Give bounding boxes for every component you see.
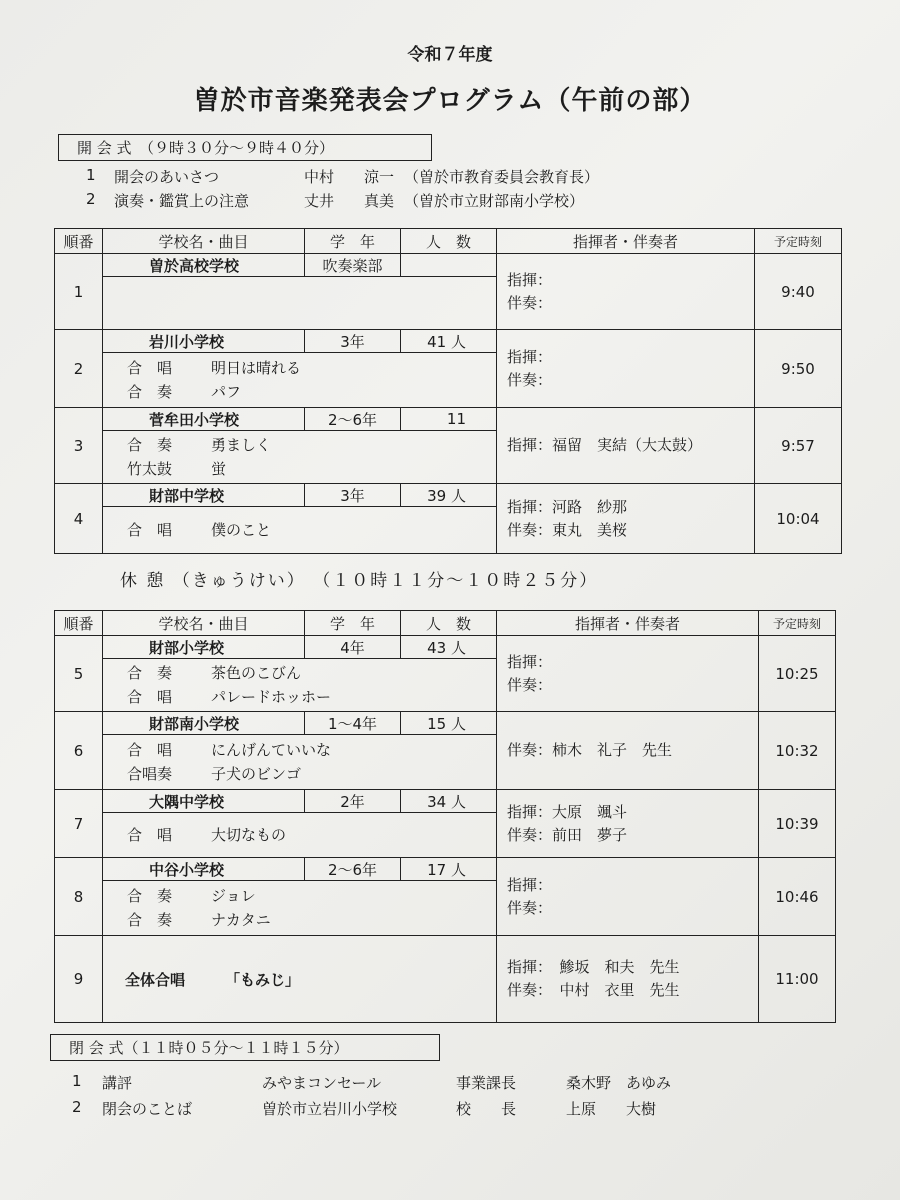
pieces-cell bbox=[103, 735, 497, 790]
conductor-line: 指揮：福留 実結（大太鼓） bbox=[507, 436, 703, 454]
scheduled-time: 10:39 bbox=[759, 790, 836, 858]
col-header-grade: 学 年 bbox=[305, 229, 401, 254]
accompanist-line: 伴奏：前田 夢子 bbox=[507, 825, 628, 844]
program-table-1 bbox=[54, 228, 842, 554]
pieces-cell bbox=[103, 431, 497, 484]
conductor-accompanist bbox=[497, 408, 755, 484]
table-header-row bbox=[55, 611, 836, 636]
piece-title: ナカタニ bbox=[211, 911, 271, 929]
closing-item-1-what: 講評 bbox=[102, 1074, 133, 1092]
order-number: 5 bbox=[55, 636, 103, 712]
pieces-cell bbox=[103, 353, 497, 408]
member-count bbox=[401, 254, 497, 277]
piece-title: 明日は晴れる bbox=[211, 359, 302, 377]
piece-title: 大切なもの bbox=[211, 826, 287, 844]
piece-title: にんげんていいな bbox=[211, 741, 332, 759]
pieces-cell bbox=[103, 659, 497, 712]
break-label: 休 憩 （きゅうけい） （１０時１１分～１０時２５分） bbox=[120, 571, 599, 591]
pieces-cell bbox=[103, 813, 497, 858]
order-number: 7 bbox=[55, 790, 103, 858]
member-count: 11 bbox=[401, 408, 497, 431]
school-name: 財部南小学校 bbox=[103, 712, 305, 735]
scheduled-time: 9:57 bbox=[755, 408, 842, 484]
piece-title: パレードホッホー bbox=[211, 688, 332, 706]
all-choir-song: 「もみじ」 bbox=[225, 970, 301, 989]
order-number: 9 bbox=[55, 936, 103, 1023]
piece-kind: 合 唱 bbox=[127, 521, 173, 539]
closing-item-1-role: 事業課長 bbox=[456, 1074, 517, 1092]
school-name: 菅牟田小学校 bbox=[103, 408, 305, 431]
opening-item-1-name: 中村 涼一 bbox=[304, 168, 395, 186]
piece-title: パフ bbox=[211, 383, 242, 401]
grade: 2年 bbox=[305, 790, 401, 813]
col-header-time: 予定時刻 bbox=[755, 229, 842, 254]
table-row bbox=[55, 712, 836, 735]
closing-item-1-org: みやまコンセール bbox=[262, 1074, 382, 1092]
col-header-no: 順番 bbox=[55, 611, 103, 636]
opening-item-2-name: 丈井 真美 bbox=[304, 192, 395, 210]
order-number: 6 bbox=[55, 712, 103, 790]
conductor-line: 指揮：大原 颯斗 bbox=[507, 802, 628, 821]
table-row bbox=[55, 858, 836, 881]
scheduled-time: 9:50 bbox=[755, 330, 842, 408]
order-number: 4 bbox=[55, 484, 103, 554]
col-header-time: 予定時刻 bbox=[759, 611, 836, 636]
col-header-count: 人 数 bbox=[401, 229, 497, 254]
closing-ceremony-label: 閉 会 式（１１時０５分～１１時１５分） bbox=[50, 1034, 440, 1061]
piece-kind: 合 奏 bbox=[127, 887, 173, 905]
closing-item-2-name: 上原 大樹 bbox=[566, 1100, 657, 1118]
member-count: 43 人 bbox=[401, 636, 497, 659]
table-row bbox=[55, 408, 842, 431]
scheduled-time: 10:04 bbox=[755, 484, 842, 554]
conductor-line: 指揮： bbox=[507, 652, 553, 671]
accompanist-line: 伴奏：東丸 美桜 bbox=[507, 520, 628, 539]
table-row bbox=[55, 636, 836, 659]
opening-item-2-role: （曽於市立財部南小学校） bbox=[404, 192, 585, 210]
accompanist-line: 伴奏： bbox=[507, 293, 553, 312]
conductor-accompanist bbox=[497, 254, 755, 330]
table-header-row bbox=[55, 229, 842, 254]
accompanist-line: 伴奏： 中村 衣里 先生 bbox=[507, 981, 680, 999]
scheduled-time: 10:25 bbox=[759, 636, 836, 712]
closing-item-2-what: 閉会のことば bbox=[102, 1100, 193, 1118]
piece-title: 子犬のビンゴ bbox=[211, 765, 302, 783]
table-row bbox=[55, 790, 836, 813]
closing-item-1-no: 1 bbox=[72, 1072, 82, 1090]
accompanist-line: 伴奏：柿木 礼子 先生 bbox=[507, 741, 673, 759]
closing-item-1-name: 桑木野 あゆみ bbox=[566, 1074, 672, 1092]
conductor-line: 指揮：河路 紗那 bbox=[507, 497, 628, 516]
pieces-cell bbox=[103, 881, 497, 936]
col-header-conductor: 指揮者・伴奏者 bbox=[497, 229, 755, 254]
opening-item-1-role: （曽於市教育委員会教育長） bbox=[404, 168, 600, 186]
school-name: 財部中学校 bbox=[103, 484, 305, 507]
school-name: 中谷小学校 bbox=[103, 858, 305, 881]
conductor-line: 指揮： 鯵坂 和夫 先生 bbox=[507, 958, 680, 976]
opening-item-2-what: 演奏・鑑賞上の注意 bbox=[114, 192, 250, 210]
piece-kind: 合 唱 bbox=[127, 359, 173, 377]
school-name: 曽於高校学校 bbox=[103, 254, 305, 277]
col-header-school: 学校名・曲目 bbox=[103, 611, 305, 636]
table-row bbox=[55, 330, 842, 353]
all-choir-cell bbox=[103, 936, 497, 1023]
piece-kind: 合 唱 bbox=[127, 741, 173, 759]
conductor-accompanist bbox=[497, 636, 759, 712]
table-row bbox=[55, 936, 836, 1023]
scheduled-time: 9:40 bbox=[755, 254, 842, 330]
piece-title: ジョレ bbox=[211, 887, 256, 905]
conductor-accompanist bbox=[497, 858, 759, 936]
member-count: 34 人 bbox=[401, 790, 497, 813]
member-count: 41 人 bbox=[401, 330, 497, 353]
piece-title: 蛍 bbox=[211, 460, 227, 478]
closing-item-2-role: 校 長 bbox=[456, 1100, 517, 1118]
conductor-line: 指揮： bbox=[507, 270, 553, 289]
accompanist-line: 伴奏： bbox=[507, 370, 553, 389]
scheduled-time: 10:32 bbox=[759, 712, 836, 790]
pieces-cell bbox=[103, 277, 497, 330]
piece-title: 勇ましく bbox=[211, 436, 272, 454]
member-count: 39 人 bbox=[401, 484, 497, 507]
piece-kind: 竹太鼓 bbox=[127, 460, 173, 478]
conductor-line: 指揮： bbox=[507, 875, 553, 894]
col-header-school: 学校名・曲目 bbox=[103, 229, 305, 254]
piece-kind: 合 奏 bbox=[127, 664, 173, 682]
pieces-cell bbox=[103, 507, 497, 554]
table-row bbox=[55, 484, 842, 507]
conductor-accompanist bbox=[497, 330, 755, 408]
col-header-count: 人 数 bbox=[401, 611, 497, 636]
col-header-no: 順番 bbox=[55, 229, 103, 254]
grade: 吹奏楽部 bbox=[305, 254, 401, 277]
scheduled-time: 11:00 bbox=[759, 936, 836, 1023]
piece-kind: 合唱奏 bbox=[127, 765, 173, 783]
conductor-accompanist bbox=[497, 790, 759, 858]
scheduled-time: 10:46 bbox=[759, 858, 836, 936]
piece-kind: 合 奏 bbox=[127, 436, 173, 454]
grade: 2～6年 bbox=[305, 858, 401, 881]
col-header-grade: 学 年 bbox=[305, 611, 401, 636]
conductor-line: 指揮： bbox=[507, 347, 553, 366]
opening-ceremony-label: 開 会 式 （９時３０分～９時４０分） bbox=[58, 134, 432, 161]
order-number: 2 bbox=[55, 330, 103, 408]
program-table-2 bbox=[54, 610, 836, 1023]
all-choir-label: 全体合唱 bbox=[125, 970, 186, 989]
grade: 2～6年 bbox=[305, 408, 401, 431]
accompanist-line: 伴奏： bbox=[507, 675, 553, 694]
piece-kind: 合 奏 bbox=[127, 383, 173, 401]
page-title: 曽於市音楽発表会プログラム（午前の部） bbox=[193, 86, 707, 116]
conductor-accompanist bbox=[497, 936, 759, 1023]
conductor-accompanist bbox=[497, 712, 759, 790]
order-number: 3 bbox=[55, 408, 103, 484]
school-name: 財部小学校 bbox=[103, 636, 305, 659]
col-header-conductor: 指揮者・伴奏者 bbox=[497, 611, 759, 636]
member-count: 15 人 bbox=[401, 712, 497, 735]
piece-title: 僕のこと bbox=[211, 521, 272, 539]
table-row bbox=[55, 254, 842, 277]
order-number: 1 bbox=[55, 254, 103, 330]
closing-item-2-no: 2 bbox=[72, 1098, 82, 1116]
piece-title: 茶色のこびん bbox=[211, 664, 302, 682]
member-count: 17 人 bbox=[401, 858, 497, 881]
opening-item-2-no: 2 bbox=[86, 190, 96, 208]
opening-item-1-no: 1 bbox=[86, 166, 96, 184]
piece-kind: 合 唱 bbox=[127, 688, 173, 706]
fiscal-year: 令和７年度 bbox=[407, 45, 493, 65]
school-name: 大隅中学校 bbox=[103, 790, 305, 813]
grade: 3年 bbox=[305, 330, 401, 353]
closing-item-2-org: 曽於市立岩川小学校 bbox=[262, 1100, 398, 1118]
grade: 1～4年 bbox=[305, 712, 401, 735]
grade: 3年 bbox=[305, 484, 401, 507]
accompanist-line: 伴奏： bbox=[507, 898, 553, 917]
conductor-accompanist bbox=[497, 484, 755, 554]
piece-kind: 合 奏 bbox=[127, 911, 173, 929]
order-number: 8 bbox=[55, 858, 103, 936]
piece-kind: 合 唱 bbox=[127, 826, 173, 844]
school-name: 岩川小学校 bbox=[103, 330, 305, 353]
grade: 4年 bbox=[305, 636, 401, 659]
opening-item-1-what: 開会のあいさつ bbox=[114, 168, 220, 186]
